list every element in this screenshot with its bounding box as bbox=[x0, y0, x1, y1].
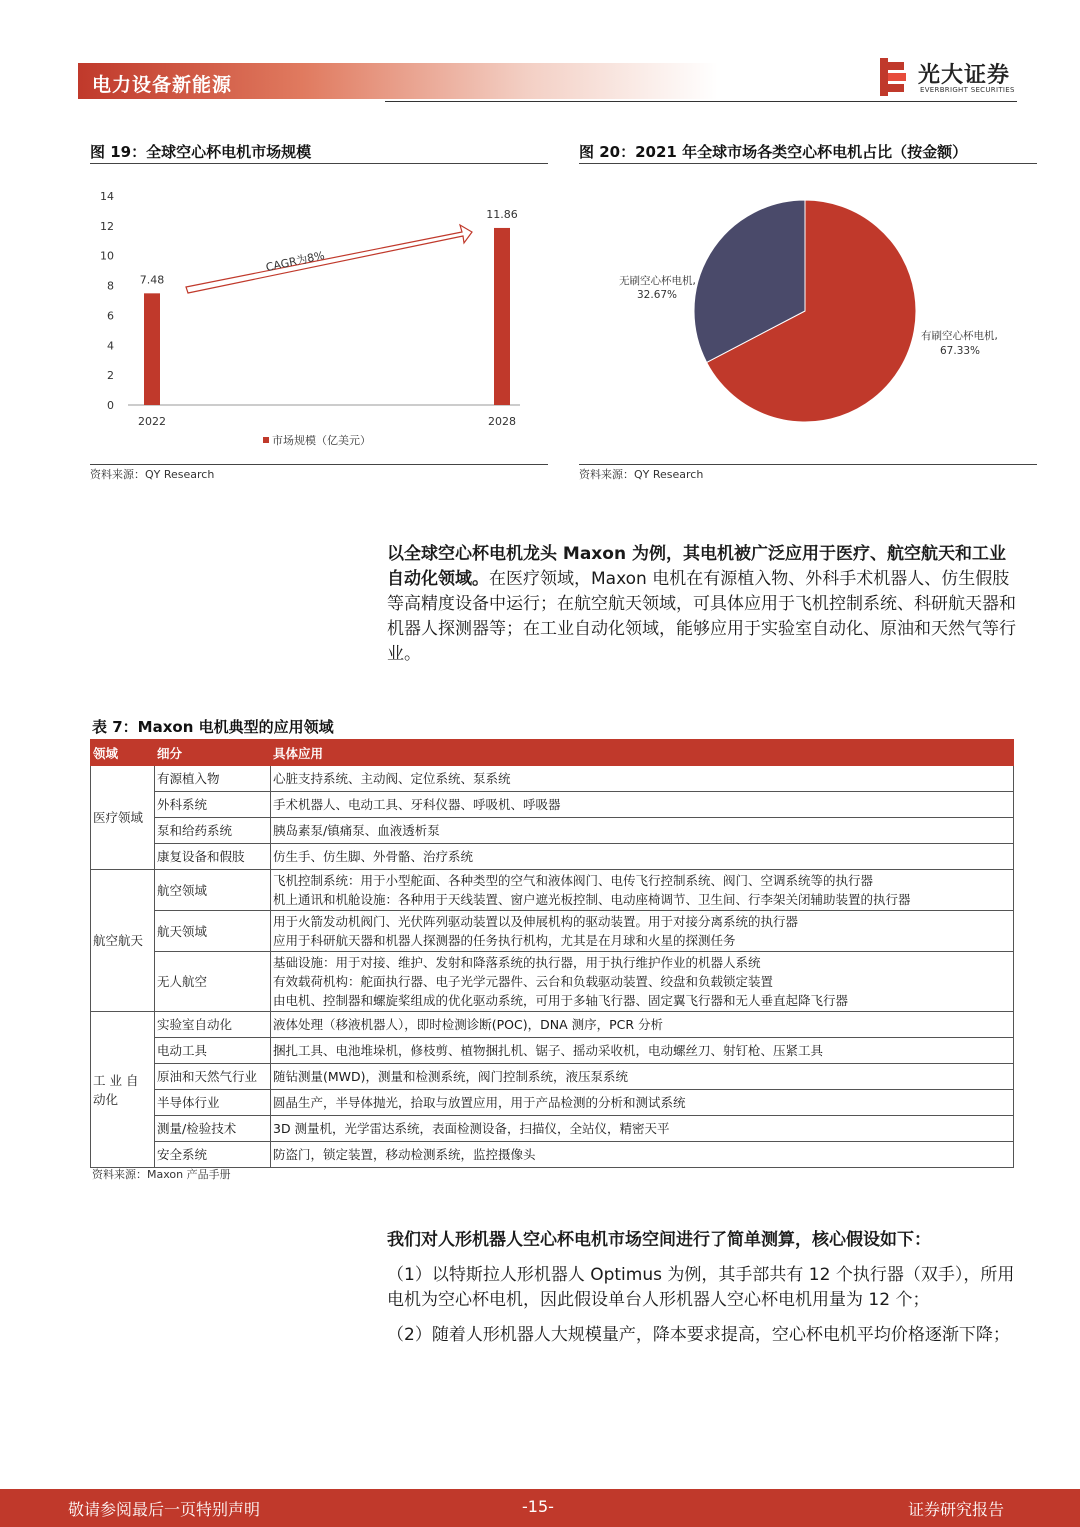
table-cell-application bbox=[271, 844, 1014, 870]
application-line: 用于火箭发动机阀门、光伏阵列驱动装置以及伸展机构的驱动装置。用于对接分离系统的执行器 bbox=[273, 914, 799, 929]
table-cell-subsector: 电动工具 bbox=[155, 1038, 271, 1064]
application-line: 液体处理（移液机器人），即时检测诊断(POC)，DNA 测序，PCR 分析 bbox=[273, 1017, 664, 1032]
application-line: 防盗门，锁定装置，移动检测系统，监控摄像头 bbox=[273, 1147, 536, 1162]
table-cell-application bbox=[271, 952, 1014, 1012]
logo-mark-icon bbox=[878, 58, 908, 96]
header-application: 具体应用 bbox=[271, 740, 1014, 766]
table-row bbox=[91, 1012, 1014, 1038]
application-line: 由电机、控制器和螺旋桨组成的优化驱动系统，可用于多轴飞行器、固定翼飞行器和无人垂直起降飞行器 bbox=[273, 993, 849, 1008]
cagr-arrow bbox=[186, 225, 472, 293]
table7-title: 表 7：Maxon 电机典型的应用领域 bbox=[92, 718, 334, 736]
bar-y-tick-label: 4 bbox=[107, 339, 114, 353]
table-cell-subsector: 无人航空 bbox=[155, 952, 271, 1012]
bar-y-tick-label: 2 bbox=[107, 369, 114, 383]
bar-y-tick-label: 12 bbox=[100, 219, 114, 233]
table-row bbox=[91, 1142, 1014, 1168]
page-number: -15- bbox=[522, 1497, 554, 1516]
table-cell-subsector: 航空领域 bbox=[155, 870, 271, 911]
cagr-annotation: CAGR为8% bbox=[264, 248, 326, 275]
logo-en-text: EVERBRIGHT SECURITIES bbox=[920, 86, 1015, 94]
table-row bbox=[91, 844, 1014, 870]
table-cell-domain: 航空航天 bbox=[91, 870, 155, 1012]
bar-value-label: 7.48 bbox=[139, 273, 165, 287]
application-line: 胰岛素泵/镇痛泵、血液透析泵 bbox=[273, 823, 440, 838]
assumptions-lead: 我们对人形机器人空心杯电机市场空间进行了简单测算，核心假设如下： bbox=[387, 1230, 931, 1250]
application-line: 基础设施：用于对接、维护、发射和降落系统的执行器，用于执行维护作业的机器人系统 bbox=[273, 955, 761, 970]
table-row bbox=[91, 818, 1014, 844]
table-cell-subsector: 安全系统 bbox=[155, 1142, 271, 1168]
maxon-applications-table bbox=[90, 739, 1014, 1168]
figure20-source: 资料来源：QY Research bbox=[579, 468, 704, 481]
figure19-title: 图 19：全球空心杯电机市场规模 bbox=[90, 143, 312, 161]
bar-legend bbox=[263, 433, 371, 447]
table-row bbox=[91, 792, 1014, 818]
application-line: 有效载荷机构：舵面执行器、电子光学元器件、云台和负载驱动装置、绞盘和负载锁定装置 bbox=[273, 974, 774, 989]
table-cell-application bbox=[271, 870, 1014, 911]
bar-y-tick-label: 14 bbox=[100, 190, 114, 203]
application-line: 心脏支持系统、主动阀、定位系统、泵系统 bbox=[273, 771, 511, 786]
header-domain: 领域 bbox=[91, 740, 155, 766]
table-cell-application bbox=[271, 818, 1014, 844]
table-cell-application bbox=[271, 1090, 1014, 1116]
table-header-row bbox=[91, 740, 1014, 766]
application-line: 捆扎工具、电池堆垛机，修枝剪、植物捆扎机、锯子、摇动采收机，电动螺丝刀、射钉枪、压紧工具 bbox=[273, 1043, 824, 1058]
assumption-item-2: （2）随着人形机器人大规模量产，降本要求提高，空心杯电机平均价格逐渐下降； bbox=[387, 1325, 1010, 1345]
table7-source: 资料来源：Maxon 产品手册 bbox=[92, 1168, 231, 1181]
figure20-top-rule bbox=[579, 163, 1037, 164]
section-title: 电力设备新能源 bbox=[92, 74, 233, 96]
paragraph-maxon-body: 在医疗领域，Maxon 电机在有源植入物、外科手术机器人、仿生假肢等高精度设备中运行；在航空航天领域，可具体应用于飞机控制系统、科研航天器和机器人探测器等；在工业自动化领域，能够应用于实验室自动化、原油和天然气等行业。 bbox=[387, 569, 1016, 664]
table-cell-domain: 工 业 自 动化 bbox=[91, 1012, 155, 1168]
figure19-source: 资料来源：QY Research bbox=[90, 468, 215, 481]
table-cell-application bbox=[271, 792, 1014, 818]
application-line: 圆晶生产，半导体抛光，拾取与放置应用，用于产品检测的分析和测试系统 bbox=[273, 1095, 686, 1110]
table-cell-domain: 医疗领域 bbox=[91, 766, 155, 870]
bar-y-tick-label: 6 bbox=[107, 309, 114, 323]
paragraph-maxon-lead: 以全球空心杯电机龙头 Maxon 为例，其电机被广泛应用于医疗、航空航天和工业自动化领域。 bbox=[387, 544, 1006, 589]
pie-pct-brushed: 67.33% bbox=[940, 345, 981, 357]
bar-value-label: 11.86 bbox=[486, 207, 518, 221]
table-cell-application bbox=[271, 1012, 1014, 1038]
header-subsector: 细分 bbox=[155, 740, 271, 766]
bar-2022 bbox=[144, 293, 160, 405]
table-row bbox=[91, 870, 1014, 911]
application-line: 机上通讯和机舱设施：各种用于天线装置、窗户遮光板控制、电动座椅调节、卫生间、行李架关闭辅助装置的执行器 bbox=[273, 892, 911, 907]
bar-y-tick-label: 8 bbox=[107, 279, 114, 293]
paragraph-assumptions bbox=[387, 1228, 1017, 1348]
bar-x-tick-label: 2022 bbox=[138, 415, 166, 428]
table-row bbox=[91, 911, 1014, 952]
table-cell-subsector: 有源植入物 bbox=[155, 766, 271, 792]
application-line: 3D 测量机，光学雷达系统，表面检测设备，扫描仪，全站仪，精密天平 bbox=[273, 1121, 670, 1136]
figure20-title: 图 20：2021 年全球市场各类空心杯电机占比（按金额） bbox=[579, 143, 968, 161]
table-cell-application bbox=[271, 1038, 1014, 1064]
table-cell-application bbox=[271, 1064, 1014, 1090]
bar-y-tick-label: 10 bbox=[100, 249, 114, 263]
logo-cn-text: 光大证券 bbox=[918, 63, 1011, 88]
company-logo bbox=[878, 58, 1018, 98]
pie-label-brushless: 无刷空心杯电机, bbox=[619, 275, 696, 287]
application-line: 仿生手、仿生脚、外骨骼、治疗系统 bbox=[273, 849, 474, 864]
paragraph-maxon bbox=[387, 542, 1017, 667]
table-cell-subsector: 泵和给药系统 bbox=[155, 818, 271, 844]
table-cell-subsector: 原油和天然气行业 bbox=[155, 1064, 271, 1090]
table-cell-application bbox=[271, 1116, 1014, 1142]
pie-chart-svg bbox=[579, 180, 1037, 460]
figure20-bottom-rule bbox=[579, 464, 1037, 465]
table-row bbox=[91, 1116, 1014, 1142]
bar-2028 bbox=[494, 228, 510, 405]
application-line: 应用于科研航天器和机器人探测器的任务执行机构，尤其是在月球和火星的探测任务 bbox=[273, 933, 736, 948]
table-row bbox=[91, 1090, 1014, 1116]
table-cell-subsector: 实验室自动化 bbox=[155, 1012, 271, 1038]
legend-label: 市场规模（亿美元） bbox=[272, 434, 371, 447]
header-rule bbox=[385, 101, 1017, 102]
figure20-chart bbox=[579, 180, 1037, 460]
application-line: 手术机器人、电动工具、牙科仪器、呼吸机、呼吸器 bbox=[273, 797, 561, 812]
bar-chart-svg bbox=[90, 180, 548, 460]
assumption-item-1: （1）以特斯拉人形机器人 Optimus 为例，其手部共有 12 个执行器（双手），所用电机为空心杯电机，因此假设单台人形机器人空心杯电机用量为 12 个； bbox=[387, 1265, 1015, 1310]
table-row bbox=[91, 1064, 1014, 1090]
application-line: 飞机控制系统：用于小型舵面、各种类型的空气和液体阀门、电传飞行控制系统、阀门、空调系统等的执行器 bbox=[273, 873, 874, 888]
bar-y-tick-label: 0 bbox=[107, 399, 114, 412]
figure19-chart bbox=[90, 180, 548, 460]
table-cell-subsector: 测量/检验技术 bbox=[155, 1116, 271, 1142]
table-cell-application bbox=[271, 1142, 1014, 1168]
application-line: 随钻测量(MWD)，测量和检测系统，阀门控制系统，液压泵系统 bbox=[273, 1069, 629, 1084]
table-row bbox=[91, 952, 1014, 1012]
footer-report-type: 证券研究报告 bbox=[908, 1500, 1005, 1519]
pie-pct-brushless: 32.67% bbox=[637, 289, 678, 301]
table-cell-subsector: 半导体行业 bbox=[155, 1090, 271, 1116]
footer-disclaimer: 敬请参阅最后一页特别声明 bbox=[68, 1500, 261, 1519]
figure19-bottom-rule bbox=[90, 464, 548, 465]
table-cell-application bbox=[271, 911, 1014, 952]
table-cell-subsector: 康复设备和假肢 bbox=[155, 844, 271, 870]
table-cell-application bbox=[271, 766, 1014, 792]
bar-x-tick-label: 2028 bbox=[488, 415, 516, 428]
figure19-top-rule bbox=[90, 163, 548, 164]
table-row bbox=[91, 766, 1014, 792]
table-row bbox=[91, 1038, 1014, 1064]
table-cell-subsector: 外科系统 bbox=[155, 792, 271, 818]
table-cell-subsector: 航天领域 bbox=[155, 911, 271, 952]
pie-label-brushed: 有刷空心杯电机, bbox=[921, 330, 998, 342]
